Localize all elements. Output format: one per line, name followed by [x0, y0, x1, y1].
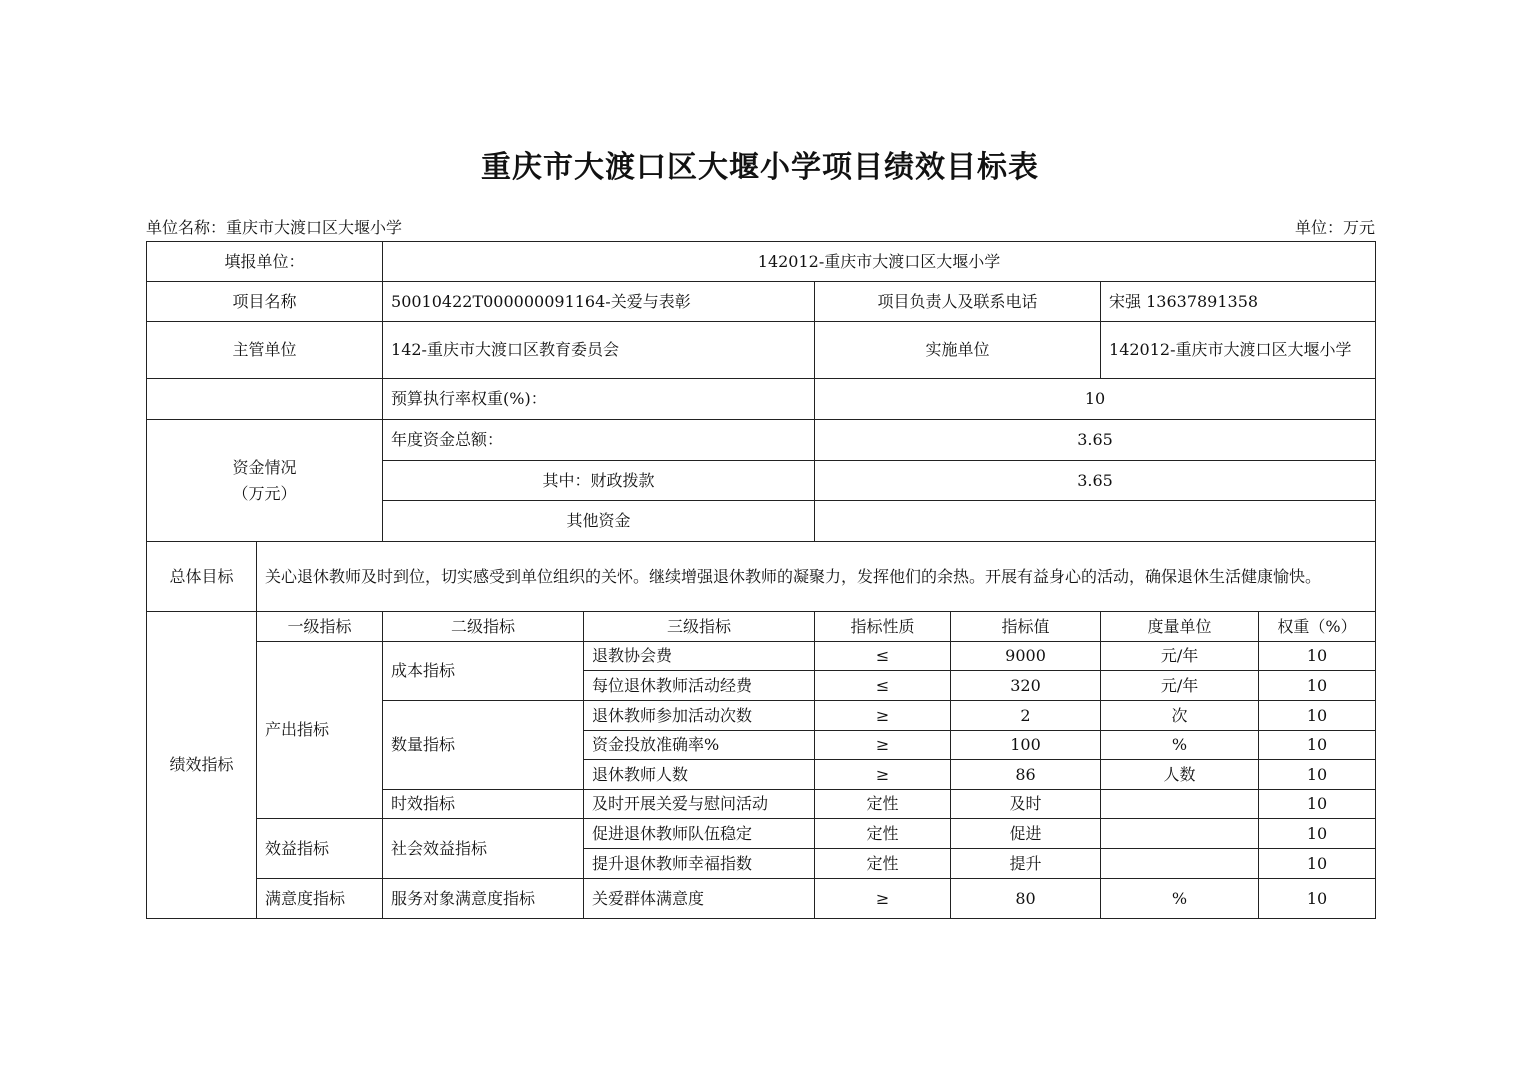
- table-row: [147, 819, 1376, 849]
- goal-label: 总体目标: [147, 542, 257, 612]
- funds-label: [147, 420, 383, 542]
- nature-cell: ≥: [815, 731, 951, 760]
- header-l1: 一级指标: [257, 612, 383, 642]
- value-cell: 86: [951, 760, 1101, 790]
- budget-weight-label: 预算执行率权重(%)：: [383, 379, 815, 420]
- value-cell: 9000: [951, 642, 1101, 671]
- l3-cell: 资金投放准确率%: [584, 731, 815, 760]
- other-value: [815, 501, 1376, 542]
- l3-cell: 退教协会费: [584, 642, 815, 671]
- impl-label: 实施单位: [815, 322, 1101, 379]
- value-cell: 及时: [951, 790, 1101, 819]
- unit-cell: %: [1101, 879, 1259, 919]
- table-row: [147, 642, 1376, 671]
- funds-title: 资金情况: [232, 457, 297, 477]
- level2-cell: 社会效益指标: [383, 819, 584, 879]
- nature-cell: ≥: [815, 879, 951, 919]
- perf-label: 绩效指标: [147, 612, 257, 919]
- l3-cell: 促进退休教师队伍稳定: [584, 819, 815, 849]
- header-value: 指标值: [951, 612, 1101, 642]
- table-row: [147, 879, 1376, 919]
- weight-cell: 10: [1259, 819, 1376, 849]
- other-label: 其他资金: [383, 501, 815, 542]
- header-l2: 二级指标: [383, 612, 584, 642]
- value-cell: 促进: [951, 819, 1101, 849]
- weight-cell: 10: [1259, 701, 1376, 731]
- fiscal-label: 其中：财政拨款: [383, 461, 815, 501]
- header-nature: 指标性质: [815, 612, 951, 642]
- unit-cell: 元/年: [1101, 642, 1259, 671]
- unit-cell: 人数: [1101, 760, 1259, 790]
- value-cell: 2: [951, 701, 1101, 731]
- l3-cell: 每位退休教师活动经费: [584, 671, 815, 701]
- nature-cell: ≥: [815, 701, 951, 731]
- unit-cell: [1101, 819, 1259, 849]
- nature-cell: 定性: [815, 790, 951, 819]
- header-weight: 权重（%）: [1259, 612, 1376, 642]
- page-title: 重庆市大渡口区大堰小学项目绩效目标表: [481, 150, 1039, 185]
- project-name-label: 项目名称: [147, 282, 383, 322]
- annual-value: 3.65: [815, 420, 1376, 461]
- supervisor-value: 142-重庆市大渡口区教育委员会: [383, 322, 815, 379]
- funds-unit: （万元）: [232, 483, 297, 503]
- unit-cell: %: [1101, 731, 1259, 760]
- nature-cell: ≤: [815, 642, 951, 671]
- header-unit: 度量单位: [1101, 612, 1259, 642]
- empty-cell: [147, 379, 383, 420]
- level2-cell: 服务对象满意度指标: [383, 879, 584, 919]
- value-cell: 提升: [951, 849, 1101, 879]
- weight-cell: 10: [1259, 642, 1376, 671]
- level2-cell: 成本指标: [383, 642, 584, 701]
- level2-cell: 时效指标: [383, 790, 584, 819]
- annual-label: 年度资金总额：: [383, 420, 815, 461]
- unit-cell: 元/年: [1101, 671, 1259, 701]
- weight-cell: 10: [1259, 671, 1376, 701]
- level1-cell: 产出指标: [257, 642, 383, 819]
- level2-cell: 数量指标: [383, 701, 584, 790]
- impl-value: 142012-重庆市大渡口区大堰小学: [1101, 322, 1376, 379]
- weight-cell: 10: [1259, 790, 1376, 819]
- level1-cell: 满意度指标: [257, 879, 383, 919]
- weight-cell: 10: [1259, 879, 1376, 919]
- nature-cell: 定性: [815, 819, 951, 849]
- performance-table: [146, 241, 1376, 919]
- l3-cell: 退休教师人数: [584, 760, 815, 790]
- manager-value: 宋强 13637891358: [1101, 282, 1376, 322]
- l3-cell: 关爱群体满意度: [584, 879, 815, 919]
- unit-cell: [1101, 790, 1259, 819]
- header-l3: 三级指标: [584, 612, 815, 642]
- value-cell: 80: [951, 879, 1101, 919]
- money-unit: 单位：万元: [1294, 218, 1375, 237]
- project-name-value: 50010422T000000091164-关爱与表彰: [383, 282, 815, 322]
- unit-cell: 次: [1101, 701, 1259, 731]
- nature-cell: ≥: [815, 760, 951, 790]
- unit-name: 单位名称：重庆市大渡口区大堰小学: [146, 218, 403, 237]
- fill-unit-label: 填报单位：: [147, 242, 383, 282]
- level1-cell: 效益指标: [257, 819, 383, 879]
- l3-cell: 提升退休教师幸福指数: [584, 849, 815, 879]
- value-cell: 100: [951, 731, 1101, 760]
- fiscal-value: 3.65: [815, 461, 1376, 501]
- weight-cell: 10: [1259, 760, 1376, 790]
- unit-cell: [1101, 849, 1259, 879]
- nature-cell: 定性: [815, 849, 951, 879]
- weight-cell: 10: [1259, 731, 1376, 760]
- l3-cell: 及时开展关爱与慰问活动: [584, 790, 815, 819]
- budget-weight-value: 10: [815, 379, 1376, 420]
- manager-label: 项目负责人及联系电话: [815, 282, 1101, 322]
- nature-cell: ≤: [815, 671, 951, 701]
- supervisor-label: 主管单位: [147, 322, 383, 379]
- weight-cell: 10: [1259, 849, 1376, 879]
- l3-cell: 退休教师参加活动次数: [584, 701, 815, 731]
- value-cell: 320: [951, 671, 1101, 701]
- fill-unit-value: 142012-重庆市大渡口区大堰小学: [383, 242, 1376, 282]
- goal-text: 关心退休教师及时到位，切实感受到单位组织的关怀。继续增强退休教师的凝聚力，发挥他们的余热。开展有益身心的活动，确保退休生活健康愉快。: [257, 542, 1376, 612]
